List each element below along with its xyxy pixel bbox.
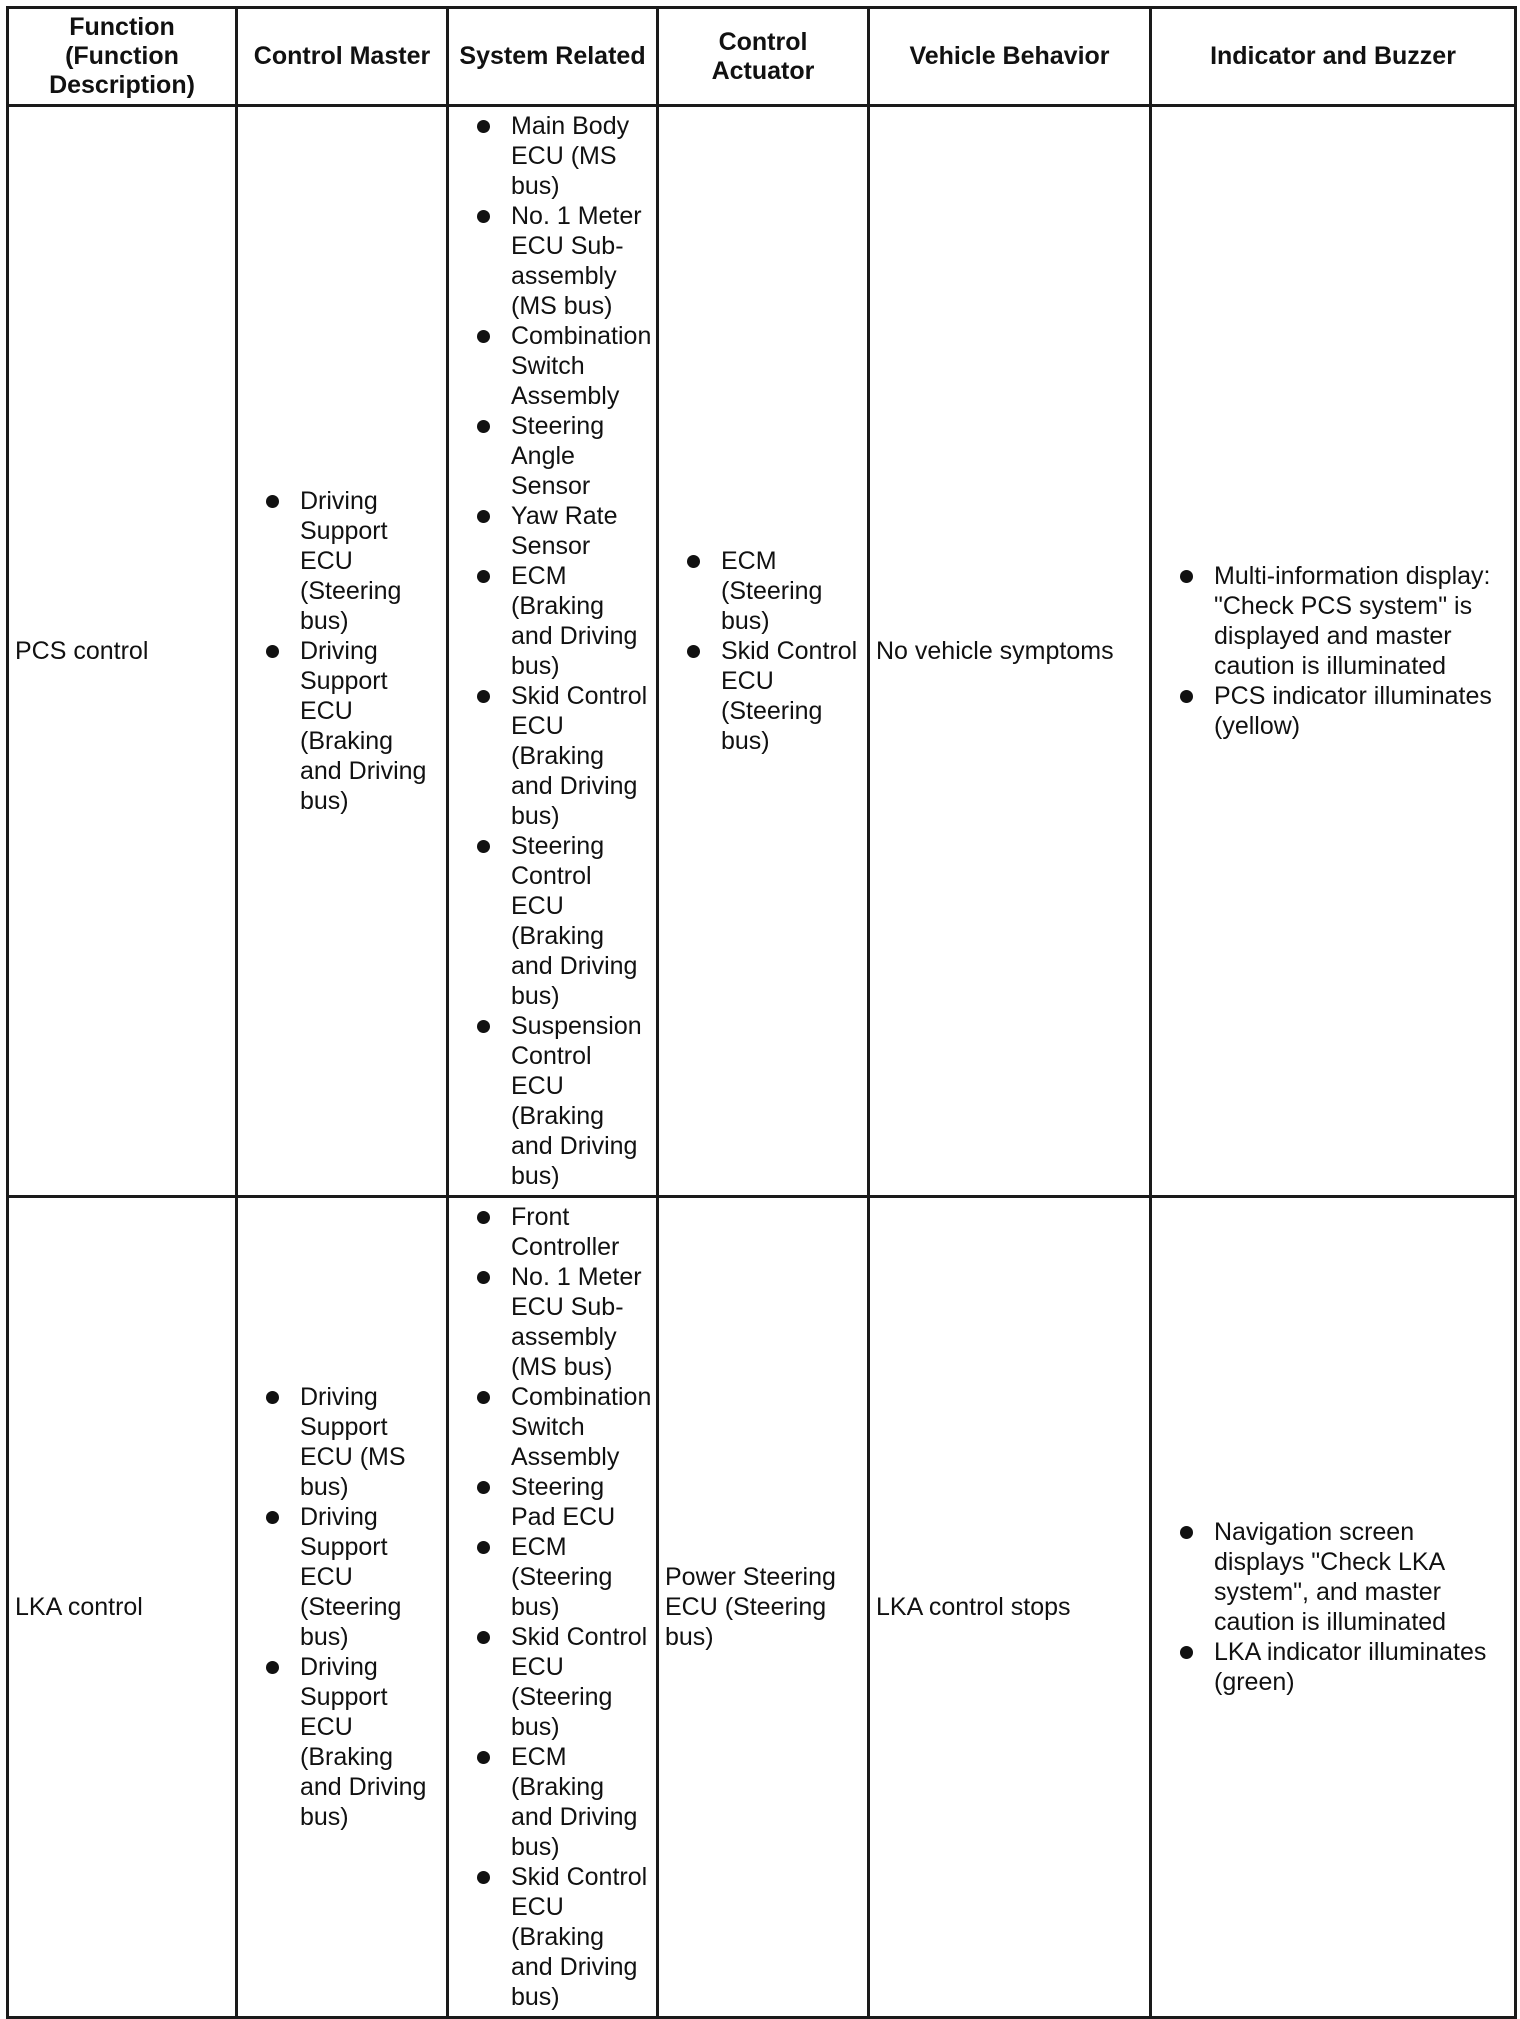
indicator-buzzer-cell	[1151, 1197, 1516, 2018]
header-function: Function (Function Description)	[8, 8, 237, 106]
indicator-buzzer-cell	[1151, 106, 1516, 1197]
list-item: ECM (Steering bus)	[683, 546, 861, 636]
list-item: Combination Switch Assembly	[473, 1382, 650, 1472]
header-indicator-buzzer: Indicator and Buzzer	[1151, 8, 1516, 106]
control-master-list	[244, 1382, 440, 1832]
control-master-cell	[237, 1197, 448, 2018]
indicator-buzzer-list	[1158, 1517, 1508, 1697]
table-row-lka-control	[8, 1197, 1516, 2018]
control-actuator-cell: Power Steering ECU (Steering bus)	[658, 1197, 869, 2018]
list-item: ECM (Braking and Driving bus)	[473, 561, 650, 681]
list-item: Combination Switch Assembly	[473, 321, 650, 411]
header-vehicle-behavior: Vehicle Behavior	[869, 8, 1151, 106]
function-table	[6, 6, 1517, 2019]
list-item: Front Controller	[473, 1202, 650, 1262]
list-item: Steering Angle Sensor	[473, 411, 650, 501]
list-item: LKA indicator illuminates (green)	[1176, 1637, 1508, 1697]
system-related-list	[455, 1202, 650, 2012]
vehicle-behavior-cell: LKA control stops	[869, 1197, 1151, 2018]
list-item: Skid Control ECU (Braking and Driving bus)	[473, 681, 650, 831]
header-row	[8, 8, 1516, 106]
list-item: Multi-information display: "Check PCS system" is displayed and master caution is illuminated	[1176, 561, 1508, 681]
control-master-cell	[237, 106, 448, 1197]
list-item: Driving Support ECU (Braking and Driving bus)	[262, 636, 440, 816]
table-row-pcs-control	[8, 106, 1516, 1197]
system-related-cell	[448, 1197, 658, 2018]
list-item: No. 1 Meter ECU Sub-assembly (MS bus)	[473, 1262, 650, 1382]
list-item: ECM (Steering bus)	[473, 1532, 650, 1622]
list-item: No. 1 Meter ECU Sub-assembly (MS bus)	[473, 201, 650, 321]
system-related-list	[455, 111, 650, 1191]
list-item: Driving Support ECU (MS bus)	[262, 1382, 440, 1502]
indicator-buzzer-list	[1158, 561, 1508, 741]
function-cell: LKA control	[8, 1197, 237, 2018]
list-item: Steering Control ECU (Braking and Driving bus)	[473, 831, 650, 1011]
list-item: Steering Pad ECU	[473, 1472, 650, 1532]
control-master-list	[244, 486, 440, 816]
list-item: Skid Control ECU (Braking and Driving bus)	[473, 1862, 650, 2012]
list-item: Driving Support ECU (Steering bus)	[262, 1502, 440, 1652]
header-control-actuator: Control Actuator	[658, 8, 869, 106]
list-item: Skid Control ECU (Steering bus)	[473, 1622, 650, 1742]
header-control-master: Control Master	[237, 8, 448, 106]
control-actuator-cell	[658, 106, 869, 1197]
list-item: ECM (Braking and Driving bus)	[473, 1742, 650, 1862]
list-item: Skid Control ECU (Steering bus)	[683, 636, 861, 756]
list-item: Main Body ECU (MS bus)	[473, 111, 650, 201]
function-cell: PCS control	[8, 106, 237, 1197]
control-actuator-list	[665, 546, 861, 756]
vehicle-behavior-cell: No vehicle symptoms	[869, 106, 1151, 1197]
list-item: Navigation screen displays "Check LKA system", and master caution is illuminated	[1176, 1517, 1508, 1637]
list-item: Driving Support ECU (Steering bus)	[262, 486, 440, 636]
list-item: Suspension Control ECU (Braking and Driving bus)	[473, 1011, 650, 1191]
system-related-cell	[448, 106, 658, 1197]
list-item: Driving Support ECU (Braking and Driving bus)	[262, 1652, 440, 1832]
list-item: Yaw Rate Sensor	[473, 501, 650, 561]
header-system-related: System Related	[448, 8, 658, 106]
list-item: PCS indicator illuminates (yellow)	[1176, 681, 1508, 741]
